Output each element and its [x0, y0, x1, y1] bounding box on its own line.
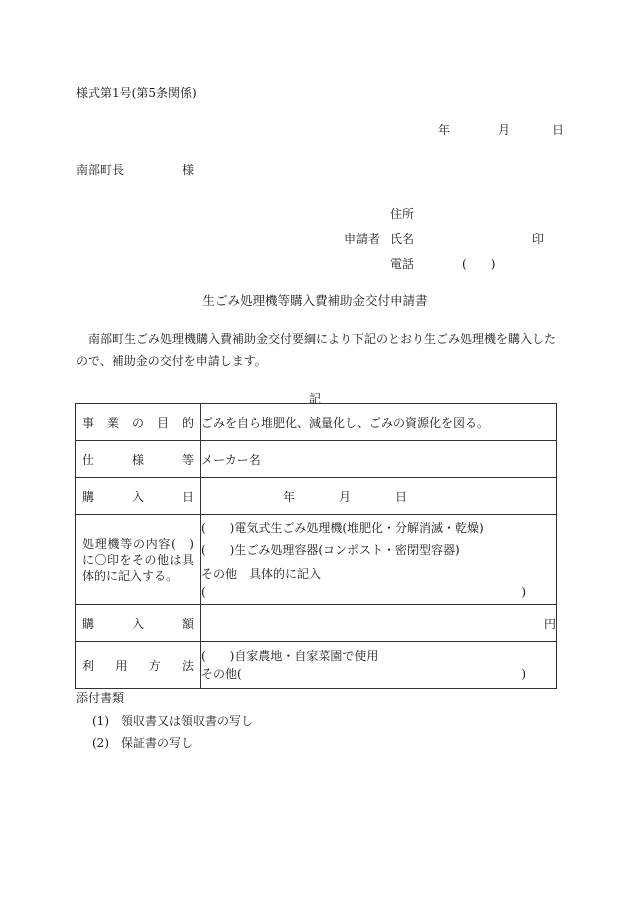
- date-year: 年: [438, 123, 451, 137]
- amount-label: 購 入 額: [76, 605, 201, 642]
- addressee: [76, 161, 194, 178]
- date-day: 日: [552, 123, 565, 137]
- name-label: 氏名: [390, 232, 415, 246]
- content-other-label: その他 具体的に記入: [201, 566, 322, 581]
- table-row-purchase-date: [76, 478, 557, 515]
- usage-option-farm[interactable]: ( )自家農地・自家菜園で使用: [201, 649, 379, 663]
- table-row-spec: [76, 441, 557, 478]
- form-number: 様式第1号(第5条関係): [76, 86, 197, 100]
- purpose-label: 事 業 の 目 的: [76, 404, 201, 441]
- content-other-field[interactable]: ( ): [201, 584, 526, 599]
- phone-label: 電話: [390, 257, 415, 271]
- addressee-honorific: 様: [182, 163, 195, 177]
- application-table: [75, 403, 557, 689]
- attachment-item: (1) 領収書又は領収書の写し: [92, 714, 254, 728]
- address-label: 住所: [390, 207, 415, 221]
- amount-value[interactable]: 円: [201, 605, 557, 642]
- content-option-container[interactable]: ( )生ごみ処理容器(コンポスト・密閉型容器): [201, 542, 460, 557]
- phone-parens: ( ): [462, 257, 496, 271]
- applicant-name-line: [344, 230, 414, 247]
- usage-label: 利 用 方 法: [76, 642, 201, 689]
- content-option-electric[interactable]: ( )電気式生ごみ処理機(堆肥化・分解消滅・乾燥): [201, 520, 484, 535]
- phone-line: [390, 255, 495, 272]
- table-row-purpose: [76, 404, 557, 441]
- purchase-date-label: 購 入 日: [76, 478, 201, 515]
- addressee-name: 南部町長: [76, 163, 125, 177]
- date-month: 月: [498, 123, 511, 137]
- applicant-label: 申請者: [344, 232, 381, 246]
- application-statement: 南部町生ごみ処理機購入費補助金交付要綱により下記のとおり生ごみ処理機を購入したので、補助金の交付を申請します。: [76, 332, 557, 368]
- table-row-amount: [76, 605, 557, 642]
- purpose-value: ごみを自ら堆肥化、減量化し、ごみの資源化を図る。: [201, 404, 557, 441]
- spec-value[interactable]: メーカー名: [201, 441, 557, 478]
- ki-label: 記: [308, 392, 321, 406]
- attachment-item: (2) 保証書の写し: [92, 736, 194, 750]
- submission-date: [438, 121, 564, 138]
- spec-label: 仕 様 等: [76, 441, 201, 478]
- content-label: 処理機等の内容( )に〇印をその他は具体的に記入する。: [76, 515, 201, 605]
- content-value[interactable]: [201, 515, 557, 605]
- usage-other-field[interactable]: その他( ): [201, 667, 526, 681]
- usage-value[interactable]: [201, 642, 557, 689]
- seal-label: 印: [532, 232, 545, 246]
- purchase-date-value[interactable]: 年 月 日: [201, 478, 557, 515]
- attachments-title: 添付書類: [76, 691, 125, 705]
- table-row-usage: [76, 642, 557, 689]
- table-row-content: [76, 515, 557, 605]
- document-title: 生ごみ処理機等購入費補助金交付申請書: [202, 293, 428, 308]
